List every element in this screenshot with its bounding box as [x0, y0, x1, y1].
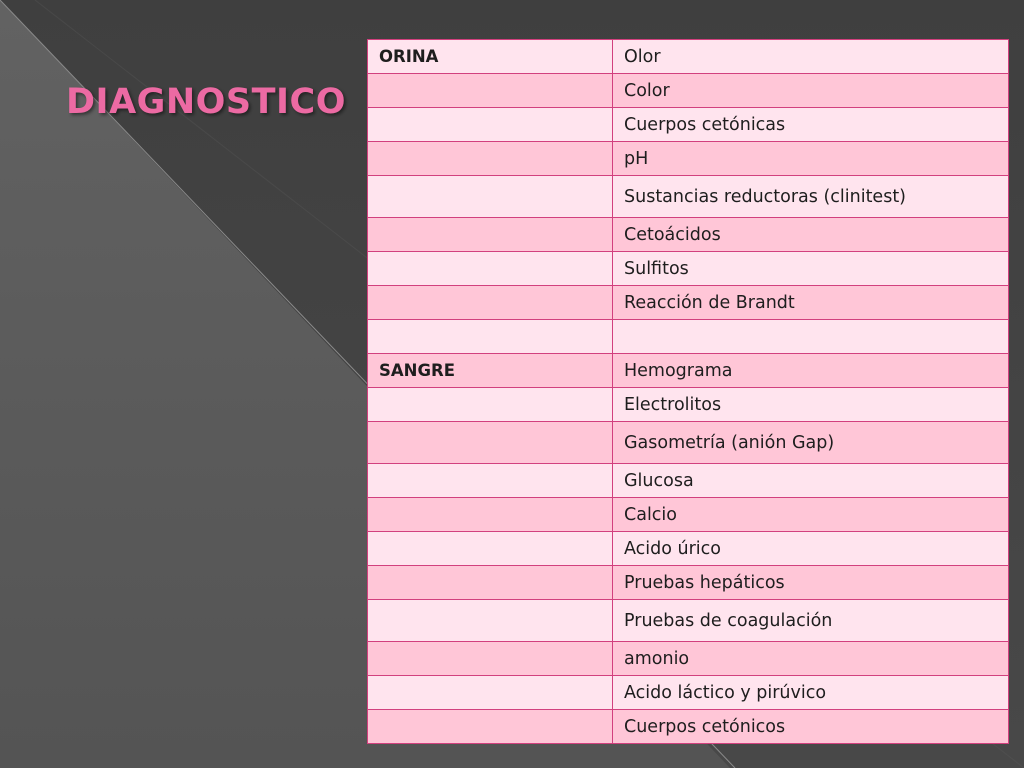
table-row [368, 388, 1009, 422]
test-cell: amonio [613, 642, 1009, 676]
slide-title: DIAGNOSTICO [66, 82, 346, 122]
category-cell [368, 176, 613, 218]
test-cell: Reacción de Brandt [613, 286, 1009, 320]
diagnostic-table [367, 39, 1009, 744]
table-row [368, 422, 1009, 464]
test-cell: Glucosa [613, 464, 1009, 498]
category-cell: SANGRE [368, 354, 613, 388]
category-cell [368, 498, 613, 532]
table-row [368, 40, 1009, 74]
category-cell [368, 566, 613, 600]
table-row [368, 218, 1009, 252]
test-cell: Acido úrico [613, 532, 1009, 566]
table-row [368, 252, 1009, 286]
test-cell: Olor [613, 40, 1009, 74]
test-cell: Cetoácidos [613, 218, 1009, 252]
category-cell [368, 252, 613, 286]
category-cell [368, 532, 613, 566]
table-row [368, 142, 1009, 176]
table-row [368, 320, 1009, 354]
category-cell [368, 74, 613, 108]
table-row [368, 464, 1009, 498]
category-cell [368, 320, 613, 354]
category-cell [368, 422, 613, 464]
test-cell: Pruebas de coagulación [613, 600, 1009, 642]
category-cell [368, 142, 613, 176]
table-row [368, 286, 1009, 320]
test-cell: Hemograma [613, 354, 1009, 388]
test-cell [613, 320, 1009, 354]
category-cell: ORINA [368, 40, 613, 74]
test-cell: Color [613, 74, 1009, 108]
test-cell: Calcio [613, 498, 1009, 532]
table-row [368, 676, 1009, 710]
table-row [368, 566, 1009, 600]
category-cell [368, 676, 613, 710]
test-cell: Cuerpos cetónicos [613, 710, 1009, 744]
test-cell: Sustancias reductoras (clinitest) [613, 176, 1009, 218]
category-cell [368, 218, 613, 252]
test-cell: Electrolitos [613, 388, 1009, 422]
table-row [368, 74, 1009, 108]
test-cell: Sulfitos [613, 252, 1009, 286]
test-cell: Gasometría (anión Gap) [613, 422, 1009, 464]
category-cell [368, 464, 613, 498]
diagnostic-table-container [367, 39, 1009, 744]
test-cell: Acido láctico y pirúvico [613, 676, 1009, 710]
category-cell [368, 710, 613, 744]
category-cell [368, 388, 613, 422]
table-row [368, 532, 1009, 566]
test-cell: pH [613, 142, 1009, 176]
category-cell [368, 286, 613, 320]
table-row [368, 108, 1009, 142]
category-cell [368, 600, 613, 642]
table-row [368, 176, 1009, 218]
test-cell: Pruebas hepáticos [613, 566, 1009, 600]
category-cell [368, 642, 613, 676]
table-row [368, 710, 1009, 744]
diagnostic-table-body [368, 40, 1009, 744]
test-cell: Cuerpos cetónicas [613, 108, 1009, 142]
category-cell [368, 108, 613, 142]
table-row [368, 600, 1009, 642]
table-row [368, 498, 1009, 532]
table-row [368, 354, 1009, 388]
table-row [368, 642, 1009, 676]
